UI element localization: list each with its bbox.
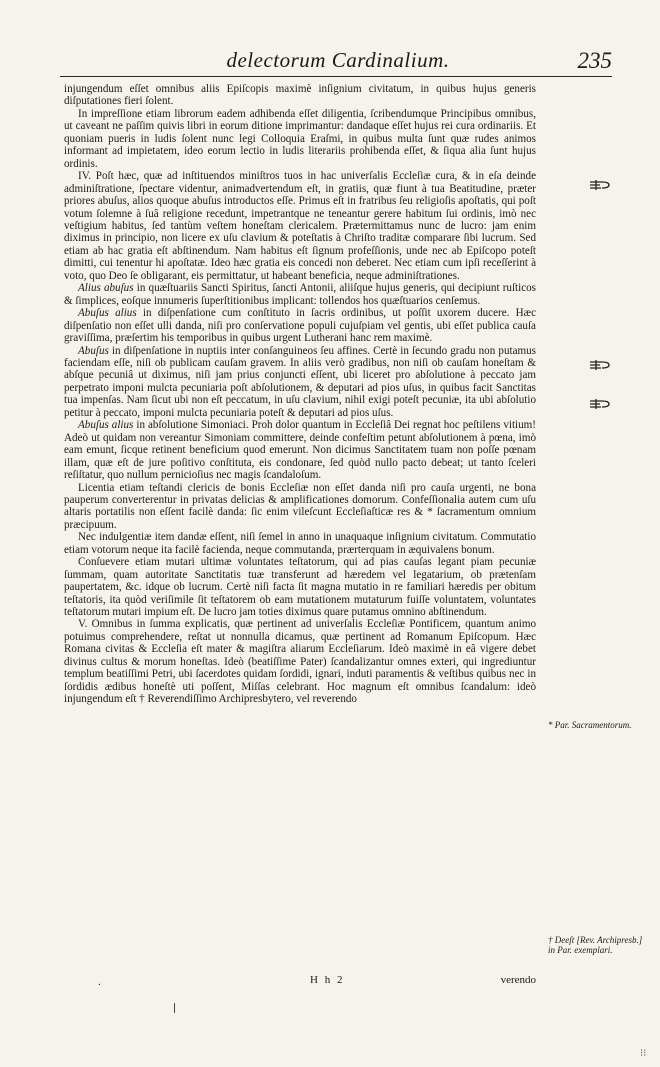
paragraph: Licentia etiam teſtandi clericis de bonis Eccleſiæ non eſſet danda niſi pro cauſa urgenti, ne bona pauperum converterentur in privatas delicias & amplificationes domorum. Confeſſionalia autem cum uſu altaris portatilis non eſſent facilè danda: ſic enim vileſcunt Eccleſiaſticæ res & * ſacramentum omnium præcipuum. (64, 481, 536, 531)
header-rule (60, 76, 612, 77)
paragraph: V. Omnibus in ſumma explicatis, quæ pertinent ad univerſalis Eccleſiæ Pontificem, quantum animo potuimus comprehendere, reſtat ut nonnulla dicamus, quæ pertinent ad Romanum Epiſcopum. Hæc Romana civitas & Eccleſia eſt mater & magiſtra aliarum Eccleſiarum. Ideò maximè in eâ vigere debet divinus cultus & morum honeſtas. Ideò (beatiſſime Pater) ſcandalizantur omnes exteri, qui ingrediuntur templum beatiſſimi Petri, ubi ſacerdotes quidam ſordidi, ignari, induti paramentis & veſtibus quibus nec in ſordidis ædibus honeſtè uti poſſent, Miſſas celebrant. Hoc magnum eſt omnibus ſcandalum: ideò injungendum eſt † Reverendiſſimo Archipresbytero, vel reverendo (64, 618, 536, 706)
paragraph: Abuſus alius in abſolutione Simoniaci. Proh dolor quantum in Eccleſiâ Dei regnat hoc peſtilens vitium! Adeò ut quidam non vereantur Simoniam committere, deinde confeſtim petunt abſolutionem à pœna, imò eam emunt, ſicque retinent beneficium quod emerunt. Non dicimus Sanctitatem tuam non poſſe pœnam illam, quæ eſt de jure poſitivo conſtituta, eis condonare, ſed quòd nullo pacto debeat; ut tanto ſceleri reſiſtatur, quo nullum pernicioſius nec magis ſcandaloſum. (64, 419, 536, 482)
paragraph: In impreſſione etiam librorum eadem adhibenda eſſet diligentia, ſcribendumque Principibus omnibus, ut caveant ne paſſim quivis libri in eorum ditione imprimantur: dandaque eſſet hujus rei cura ordinariis. Et quoniam pueris in ludis ſolent nunc legi Colloquia Eraſmi, in quibus multa ſunt quæ rudes animos informant ad impietatem, ideo eorum lectio in ludis literariis prohibenda eſſet, & ſiqua alia ſunt hujus ordinis. (64, 107, 536, 170)
paragraph: injungendum eſſet omnibus aliis Epiſcopis maximè inſignium civitatum, in quibus hujus generis diſputationes fieri ſolent. (64, 83, 536, 108)
paragraph-lead: Alius abuſus (78, 282, 134, 295)
manicule-icon (588, 397, 612, 411)
paragraph: Abuſus in diſpenſatione in nuptiis inter conſanguineos ſeu affines. Certè in ſecundo gradu non putamus faciendam eſſe, niſi ob publicam cauſam gravem. In aliis verò gradibus, non niſi ob cauſam honeſtam & abſque pecuniâ ut diximus, niſi jam prius conjuncti eſſent, ubi liceret pro abſolutione à peccato jam perpetrato imponi mulcta pecuniaria poſt abſolutionem, & deputari ad pios uſus, in quibus facit Sanctitas tua impenſas. Nam ſicut ubi non eſt peccatum, in uſu clavium, nihil exigi poteſt pecuniæ, ita ubi abſolutio petitur à peccato, imponi mulcta pecuniaria poteſt & deputari ad pios uſus. (64, 344, 536, 419)
page-number: 235 (577, 48, 612, 73)
paragraph: Alius abuſus in quæſtuariis Sancti Spiritus, ſancti Antonii, aliiſque hujus generis, qui decipiunt ruſticos & ſimplices, eoſque innumeris ſuperſtitionibus implicant: tollendos hos quæſtuarios cenſemus. (64, 282, 536, 307)
catchword: verendo (500, 974, 536, 986)
margin-note-sacramentorum: * Par. Sacramentorum. (548, 720, 632, 730)
running-title: delectorum Cardinalium. (226, 48, 450, 72)
page-footer (64, 974, 536, 988)
margin-note-archipresbyter: † Deeſt [Rev. Archipresb.] in Par. exemplari. (548, 935, 643, 955)
paragraph: Abuſus alius in diſpenſatione cum conſtituto in ſacris ordinibus, ut poſſit uxorem ducere. Hæc diſpenſatio non eſſet ulli danda, niſi pro conſervatione populi cujuſpiam vel gentis, ubi eſſet publica cauſa graviſſima, præſertim his temporibus in quibus urgent Lutherani hanc rem maximè. (64, 307, 537, 345)
footer-dot: . (98, 976, 101, 988)
paragraph: Conſuevere etiam mutari ultimæ voluntates teſtatorum, qui ad pias cauſas legant piam pecuniæ ſummam, quam autoritate Sanctitatis tuæ transferunt ad hæredem vel legatarium, ob prætenſam paupertatem, &c. idque ob lucrum. Certè niſi facta ſit magna mutatio in re familiari hæredis per obitum teſtatoris, ita quòd veriſimile ſit teſtatorem ob eam mutationem mutaturum fuiſſe voluntatem, voluntates teſtatorum mutari impium eſt. De lucro jam toties diximus quare putamus omnino abſtinendum. (64, 556, 536, 619)
running-header (60, 48, 616, 76)
paragraph: IV. Poſt hæc, quæ ad inſtituendos miniſtros tuos in hac univerſalis Eccleſiæ cura, & in eſa deinde adminiſtratione, ſpectare videntur, animadvertendum eſt, in gratiis, quæ fiunt à tua Beatitudine, præter priores abuſus, alios quoque abuſus introductos eſſe. Primus eſt in fratribus ſeu religioſis apoſtatis, qui poſt votum ſolemne à ſuâ religione recedunt, impetrantque ne teneantur gerere habitum ſui ordinis, imò nec veſtigium habitus, ſed tantùm veſtem honeſtam clericalem. Prætermittamus nunc de lucro: jam enim diximus in principio, non licere ex uſu clavium & poteſtatis à Chriſto traditæ comparare ſibi lucrum. Sed etiam ab hac gratia eſt abſtinendum. Nam habitus eſt ſignum profeſſionis, unde nec ab Epiſcopo poteſt dimitti, cui tenentur hi apoſtatæ. Ideo hæc gratia eis concedi non deberet. Nec etiam cum ipſi receſſerint à voto, quo Deo ſe obligarant, eis permittatur, ut habeant beneficia, neque adminiſtrationes. (64, 170, 536, 282)
corner-glyph: ⁝⁝ (640, 1048, 647, 1059)
page-mark (174, 1003, 175, 1013)
manicule-icon (588, 178, 612, 192)
paragraph-lead: Abuſus (78, 344, 109, 357)
paragraph: Nec indulgentiæ item dandæ eſſent, niſi ſemel in anno in unaquaque inſignium civitatum. Commutatio etiam votorum neque ita facilè facienda, neque commutanda, prærterquam in æquivalens bonum. (64, 531, 536, 556)
signature-mark: H h 2 (310, 974, 345, 986)
main-text (64, 83, 536, 706)
paragraph-lead: Abuſus alius (78, 307, 137, 320)
paragraph-lead: Abuſus alius (78, 419, 134, 432)
manicule-icon (588, 358, 612, 372)
